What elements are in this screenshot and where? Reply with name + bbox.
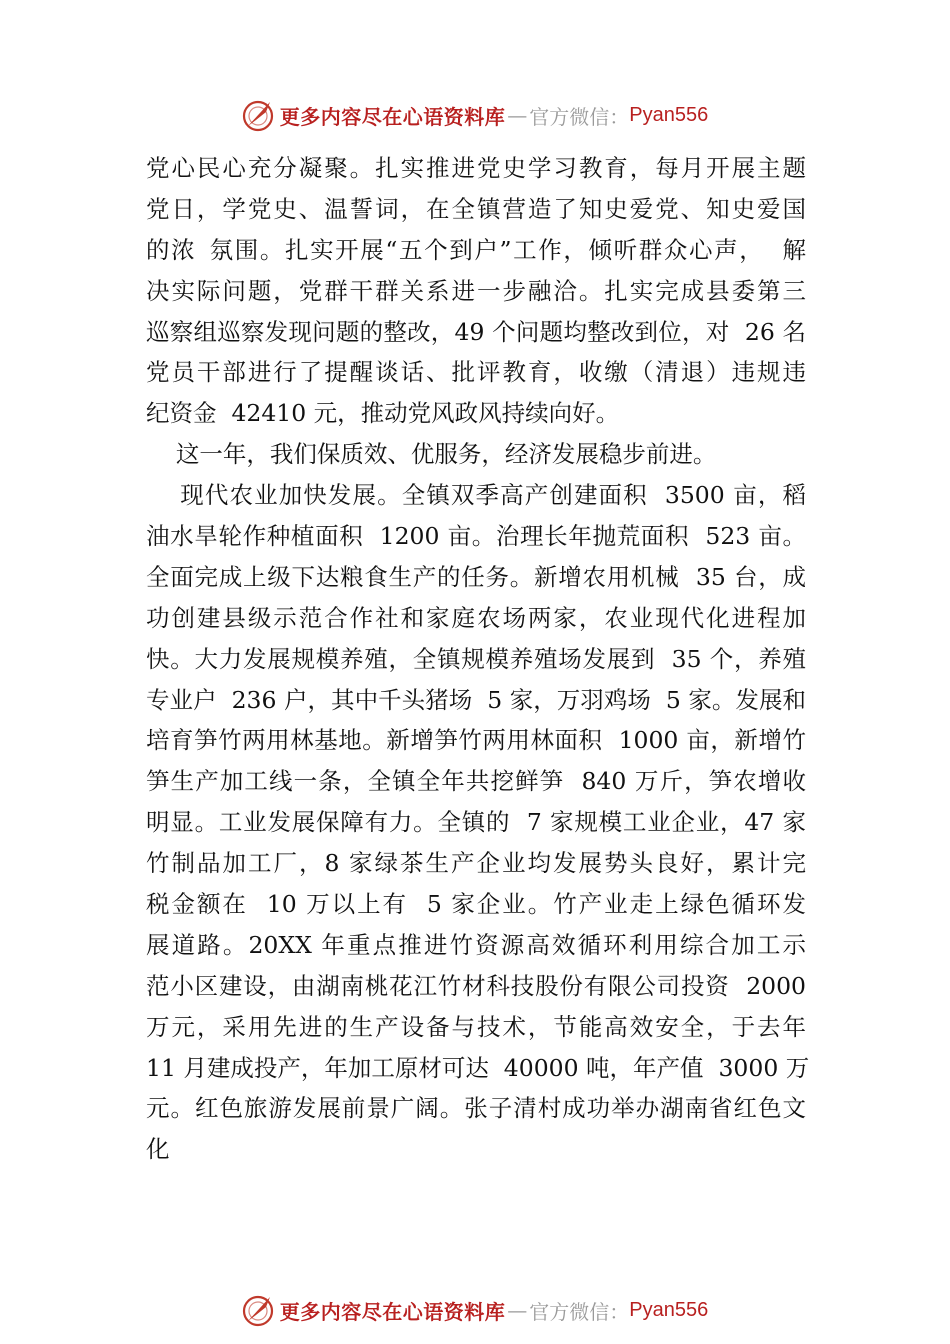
text-line: 明显。工业发展保障有力。全镇的 7 家规模工业企业，47 家 (146, 808, 806, 837)
text-line: 竹制品加工厂，8 家绿茶生产企业均发展势头良好，累计完 (146, 849, 806, 878)
watermark-separator: — (507, 103, 528, 127)
text-line: 税金额在 10 万以上有 5 家企业。竹产业走上绿色循环发 (146, 890, 806, 919)
footer-watermark (0, 1290, 950, 1330)
watermark-separator: — (507, 1298, 528, 1322)
watermark-main-text: 更多内容尽在心语资料库 (279, 1299, 506, 1324)
text-line: 的浓 氛围。扎实开展“五个到户”工作，倾听群众心声， 解 (146, 235, 806, 264)
text-line: 元。红色旅游发展前景广阔。张子清村成功举办湖南省红色文 (146, 1094, 806, 1123)
watermark-sub-text: 官方微信： (529, 104, 630, 129)
text-line: 巡察组巡察发现问题的整改，49 个问题均整改到位，对 26 名 (146, 317, 806, 346)
text-line: 这一年，我们保质效、优服务，经济发展稳步前进。 (146, 440, 717, 469)
header-watermark (0, 95, 950, 135)
text-line: 展道路。20XX 年重点推进竹资源高效循环利用综合加工示 (146, 930, 806, 959)
text-line: 万元，采用先进的生产设备与技术，节能高效安全，于去年 (146, 1012, 806, 1041)
text-line: 党员干部进行了提醒谈话、批评教育，收缴（清退）违规违 (146, 358, 806, 387)
document-body (146, 148, 810, 1170)
watermark-wechat-id: Pyan556 (629, 1298, 709, 1321)
quill-logo-icon (242, 98, 276, 132)
watermark-main-text: 更多内容尽在心语资料库 (279, 104, 506, 129)
text-line: 油水旱轮作种植面积 1200 亩。治理长年抛荒面积 523 亩。 (146, 522, 806, 551)
text-line: 11 月建成投产，年加工原材可达 40000 吨，年产值 3000 万 (146, 1053, 810, 1082)
quill-logo-icon (242, 1293, 276, 1327)
text-line: 现代农业加快发展。全镇双季高产创建面积 3500 亩，稻 (146, 481, 806, 510)
text-line: 笋生产加工线一条，全镇全年共挖鲜笋 840 万斤，笋农增收 (146, 767, 806, 796)
text-line: 专业户 236 户，其中千头猪场 5 家，万羽鸡场 5 家。发展和 (146, 685, 806, 714)
watermark-wechat-id: Pyan556 (629, 103, 709, 126)
text-line: 范小区建设，由湖南桃花江竹材科技股份有限公司投资 2000 (146, 971, 806, 1000)
text-line: 党心民心充分凝聚。扎实推进党史学习教育，每月开展主题 (146, 154, 806, 182)
text-line: 全面完成上级下达粮食生产的任务。新增农用机械 35 台，成 (146, 562, 806, 591)
text-line: 决实际问题，党群干群关系进一步融洽。扎实完成县委第三 (146, 276, 806, 305)
text-line: 纪资金 42410 元，推动党风政风持续向好。 (146, 399, 620, 428)
text-line: 功创建县级示范合作社和家庭农场两家，农业现代化进程加 (146, 603, 806, 632)
text-line: 化 (146, 1135, 170, 1164)
text-line: 快。大力发展规模养殖，全镇规模养殖场发展到 35 个，养殖 (146, 644, 806, 673)
text-line: 培育笋竹两用林基地。新增笋竹两用林面积 1000 亩，新增竹 (146, 726, 806, 755)
watermark-sub-text: 官方微信： (529, 1299, 630, 1324)
text-line: 党日，学党史、温誓词，在全镇营造了知史爱党、知史爱国 (146, 194, 806, 223)
